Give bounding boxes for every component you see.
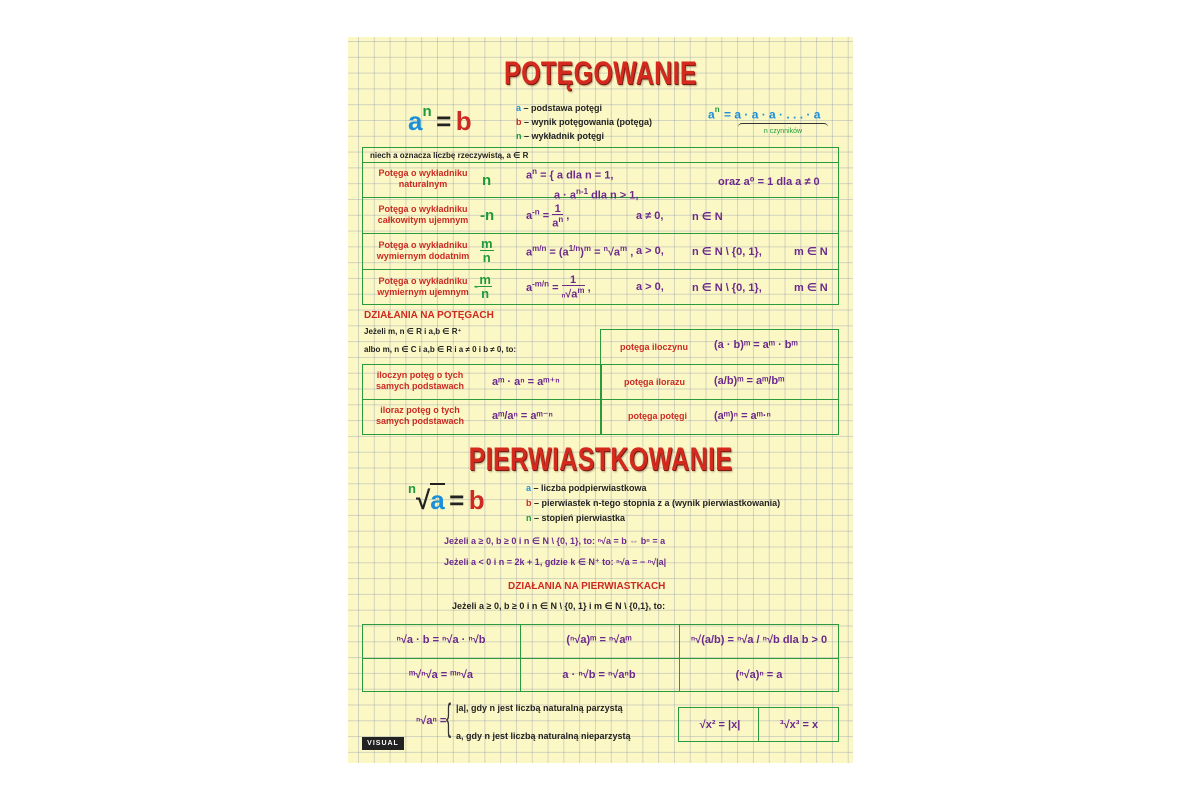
power-main-formula — [408, 103, 472, 137]
brace-label: n czynników — [763, 128, 803, 135]
ops-formula: (aᵐ)ⁿ = aᵐ·ⁿ — [714, 410, 771, 422]
root-ops-cell: ⁿ√a · b = ⁿ√a · ⁿ√b — [396, 634, 486, 646]
legend-item: n – wykładnik potęgi — [516, 131, 605, 141]
root-ops-cell: a · ⁿ√b = ⁿ√aⁿb — [562, 669, 636, 681]
extra-cell: ³√x³ = x — [779, 719, 819, 731]
brace-icon: { — [446, 697, 452, 739]
root-ops-cell: ⁿ√(a/b) = ⁿ√a / ⁿ√b dla b > 0 — [690, 634, 828, 646]
root-main-formula: $^n$√a = b — [408, 481, 485, 515]
row-formula: $a^{-m/n}$ = $\frac{1}{n√a^m}$ , — [526, 274, 591, 301]
row-cond: m ∈ N — [794, 282, 828, 294]
row-cond: a ≠ 0, — [636, 210, 664, 222]
ops-label: potęga iloczynu — [620, 342, 689, 352]
root-legend — [526, 481, 780, 526]
root-ops-cell: (ⁿ√a)ⁿ = a — [735, 669, 783, 681]
row-exp: $\frac{m}{n}$ — [481, 236, 493, 265]
section-title-pierwiastkowanie: PIERWIASTKOWANIE — [468, 441, 733, 477]
publisher-logo: VISUAL — [362, 737, 404, 750]
row-exp: -n — [480, 207, 495, 224]
row-cond: n ∈ N \ {0, 1}, — [692, 246, 762, 258]
row-cond: a > 0, — [636, 245, 664, 257]
ops-cond-2: albo m, n ∈ C i a,b ∈ R i a ≠ 0 i b ≠ 0, to: — [364, 345, 517, 354]
legend-item: b – pierwiastek n-tego stopnia z a (wynik pierwiastkowania) — [526, 498, 781, 508]
ops-cond-1: Jeżeli m, n ∈ R i a,b ∈ R⁺ — [364, 327, 462, 336]
formula-result: b — [455, 106, 472, 136]
abs-case-1: |a|, gdy n jest liczbą naturalną parzystą — [456, 703, 623, 713]
legend-item: b – wynik potęgowania (potęga) — [516, 117, 653, 127]
formula-base: a — [408, 106, 423, 136]
legend-item: a – podstawa potęgi — [516, 103, 603, 113]
root-radicand: a — [430, 485, 445, 515]
ops-formula: aᵐ · aⁿ = aᵐ⁺ⁿ — [492, 376, 560, 388]
legend-item: a – liczba podpierwiastkowa — [526, 483, 647, 493]
legend-item: n – stopień pierwiastka — [526, 513, 626, 523]
root-rule-1: Jeżeli a ≥ 0, b ≥ 0 i n ∈ N \ {0, 1}, to: ⁿ√a = b ⇔ bⁿ = a — [444, 536, 666, 546]
row-formula: $a^{m/n} = (a^{1/n})^m = ^n√a^m$ , — [526, 244, 634, 259]
ops-formula: (a · b)ᵐ = aᵐ · bᵐ — [714, 339, 798, 351]
ops-label: potęga potęgi — [628, 411, 687, 421]
formula-eq: = — [436, 106, 452, 136]
row-cond: n ∈ N — [692, 211, 723, 223]
ops-label: potęga ilorazu — [624, 377, 686, 387]
row-cond: m ∈ N — [794, 246, 828, 258]
ops-label: iloczyn potęg o tych samych podstawach — [375, 370, 465, 391]
row-formula: $a^n$ = { a dla n = 1, $a \cdot a^{n-1}$ dla n > 1, — [526, 167, 639, 202]
root-index: n — [408, 481, 416, 496]
row-exp: - $\frac{m}{n}$ — [474, 272, 491, 301]
root-rule-2: Jeżeli a < 0 i n = 2k + 1, gdzie k ∈ N⁺ to: ⁿ√a = − ⁿ√|a| — [444, 557, 667, 567]
row-label: Potęga o wykładniku wymiernym ujemnym — [377, 276, 469, 297]
row-label: Potęga o wykładniku wymiernym dodatnim — [376, 240, 470, 261]
row-exp: n — [482, 172, 492, 189]
row-label: Potęga o wykładniku naturalnym — [378, 168, 468, 189]
root-eq: = — [449, 485, 465, 515]
product-formula: $a^n = a \cdot a \cdot a$ · . . . · a n czynników — [708, 105, 820, 123]
root-result: b — [468, 485, 485, 515]
ops-label: iloraz potęg o tych samych podstawach — [375, 405, 465, 426]
power-legend — [516, 101, 652, 143]
root-ops-cell: ᵐ√ⁿ√a = ᵐⁿ√a — [408, 669, 473, 681]
root-ops-cond: Jeżeli a ≥ 0, b ≥ 0 i n ∈ N \ {0, 1} i m ∈ N \ {0,1}, to: — [452, 601, 666, 611]
row-cond: a > 0, — [636, 281, 664, 293]
section-title-potegowanie: POTĘGOWANIE — [504, 55, 697, 91]
row-label: Potęga o wykładniku całkowitym ujemnym — [377, 204, 469, 225]
ops-formula: (a/b)ᵐ = aᵐ/bᵐ — [714, 375, 785, 387]
real-note: niech a oznacza liczbę rzeczywistą, a ∈ R — [370, 151, 529, 160]
poster — [348, 37, 853, 763]
abs-case-lhs: ⁿ√aⁿ = — [416, 715, 447, 727]
extra-cell: √x² = |x| — [699, 719, 741, 731]
row-cond: oraz a⁰ = 1 dla a ≠ 0 — [718, 176, 820, 188]
row-cond: n ∈ N \ {0, 1}, — [692, 282, 762, 294]
ops-title: DZIAŁANIA NA POTĘGACH — [364, 310, 494, 321]
ops-formula: aᵐ/aⁿ = aᵐ⁻ⁿ — [492, 410, 553, 422]
abs-case-2: a, gdy n jest liczbą naturalną nieparzystą — [456, 731, 631, 741]
root-ops-cell: (ⁿ√a)ᵐ = ⁿ√aᵐ — [566, 634, 632, 646]
root-ops-title: DZIAŁANIA NA PIERWIASTKACH — [508, 581, 666, 592]
row-formula: $a^{-n}$ = $\frac{1}{a^n}$ , — [526, 203, 570, 230]
formula-exp: n — [422, 103, 432, 120]
